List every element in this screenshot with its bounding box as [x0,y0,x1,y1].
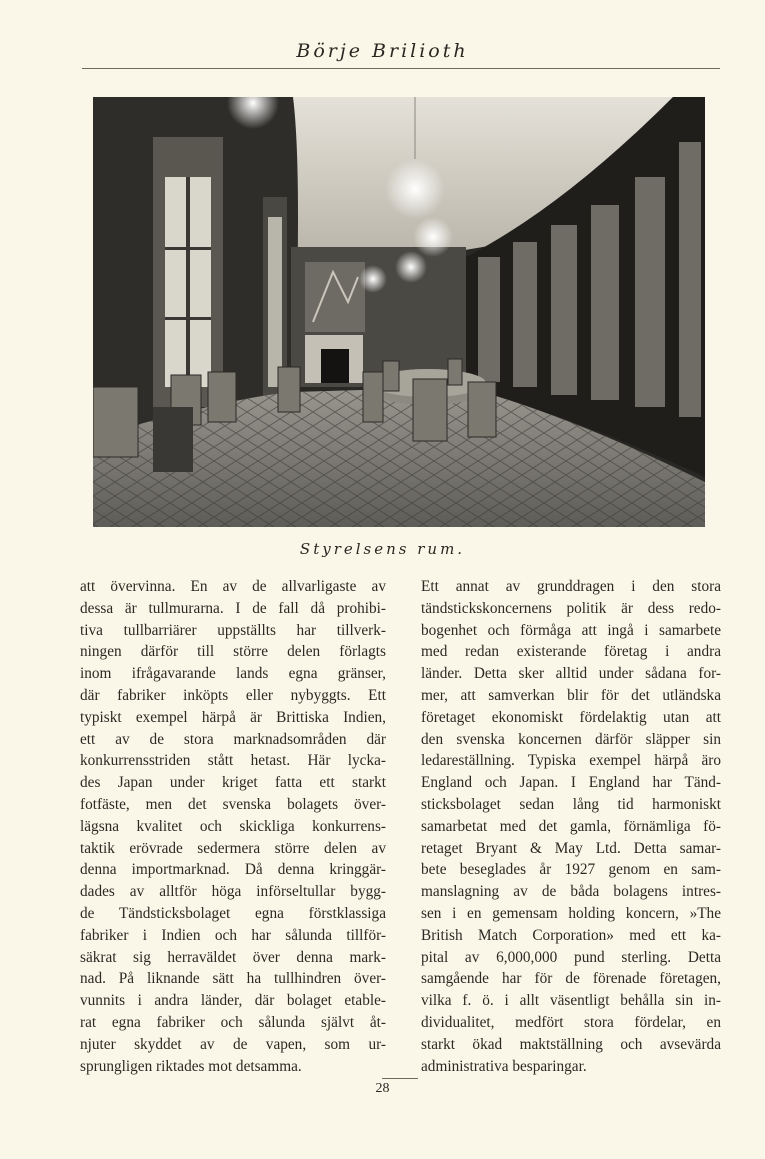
text-line: ledareställning. Typiska exempel härpå äro [421,752,721,770]
text-line: des Japan under kriget fatta ett starkt [80,774,386,792]
text-line: samarbetat med det gamla, förnämliga fö- [421,817,721,835]
text-line: säkrat sig herraväldet över denna mark- [80,948,386,966]
text-line: pital av 6,000,000 pund sterling. Detta [421,948,721,966]
text-line: fotfäste, men det svenska bolagets över- [80,795,386,813]
text-line: dividualitet, medfört stora fördelar, en [421,1013,721,1031]
text-line: konkurrensstriden stått hetast. Här lycka- [80,752,386,770]
text-line: British Match Corporation» med ett ka- [421,926,721,944]
text-line: den svenska koncernen därför släpper sin [421,730,721,748]
page-number-rule [382,1078,418,1079]
text-line: länder. Detta sker alltid under sådana for- [421,665,721,683]
text-line: med redan existerande företag i andra [421,643,721,661]
text-line: njuter skyddet av de vapen, som ur- [80,1035,386,1053]
text-line: nad. På liknande sätt ha tullhindren över- [80,970,386,988]
text-line: bete beseglades år 1927 genom en sam- [421,861,721,879]
text-line: denna importmarknad. Då denna kringgär- [80,861,386,879]
text-line: företaget ekonomiskt fördelaktig utan att [421,708,721,726]
page-number: 28 [375,1081,390,1096]
text-line: ningen därför till större delen förlagts [80,643,386,661]
text-line: bogenhet och förmåga att ingå i samarbete [421,621,721,639]
text-line: fabriker i Indien och har sålunda tillför- [80,926,386,944]
text-line: dessa är tullmurarna. I de fall då prohibi- [80,599,386,617]
text-line: sprungligen riktades mot detsamma. [80,1057,302,1075]
text-line: tändstickskoncernens politik är dess redo- [421,599,721,617]
text-line: starkt ökad maktställning och avsevärda [421,1035,721,1053]
text-column-left [80,576,386,1077]
text-line: samgående har för de förenade företagen, [421,970,721,988]
text-line: typiskt exempel härpå är Brittiska Indien, [80,708,386,726]
text-column-right [421,576,721,1077]
text-line: Ett annat av grunddragen i den stora [421,578,721,595]
running-title: Börje Brilioth [296,40,469,62]
text-line: mer, att samverkan blir för det utländska [421,686,721,704]
text-line: retaget Bryant & May Ltd. Detta samar- [421,839,721,857]
text-line: inom ifrågavarande lands egna gränser, [80,665,386,683]
text-line: ett av de stora marknadsområden där [80,730,386,748]
text-line: vunnits i andra länder, där bolaget etable- [80,992,386,1010]
text-line: där fabriker inköpts eller nybyggts. Ett [80,686,386,704]
text-line: taktik erövrade sedermera större delen av [80,839,386,857]
text-line: rat egna fabriker och sålunda självt åt- [80,1013,386,1031]
text-line: vilka f. ö. i allt väsentligt behålla sin in- [421,992,721,1010]
text-line: England och Japan. I England har Tänd- [421,774,721,792]
header-rule [82,68,720,69]
text-line: att övervinna. En av de allvarligaste av [80,578,386,595]
figure-caption: Styrelsens rum. [299,540,466,558]
text-line: sen i en gemensam holding koncern, »The [421,904,721,922]
text-line: manslagning av de båda bolagens intres- [421,883,721,901]
text-line: administrativa besparingar. [421,1057,587,1075]
text-line: sticksbolaget sedan lång tid harmoniskt [421,795,721,813]
text-line: tiva tullbarriärer uppställts har tillverk- [80,621,386,639]
text-line: lägsna kvalitet och skickliga konkurrens- [80,817,386,835]
boardroom-photograph [93,97,705,527]
text-line: dades av alltför höga införseltullar bygg- [80,883,386,901]
text-line: de Tändsticksbolaget egna förstklassiga [80,904,386,922]
